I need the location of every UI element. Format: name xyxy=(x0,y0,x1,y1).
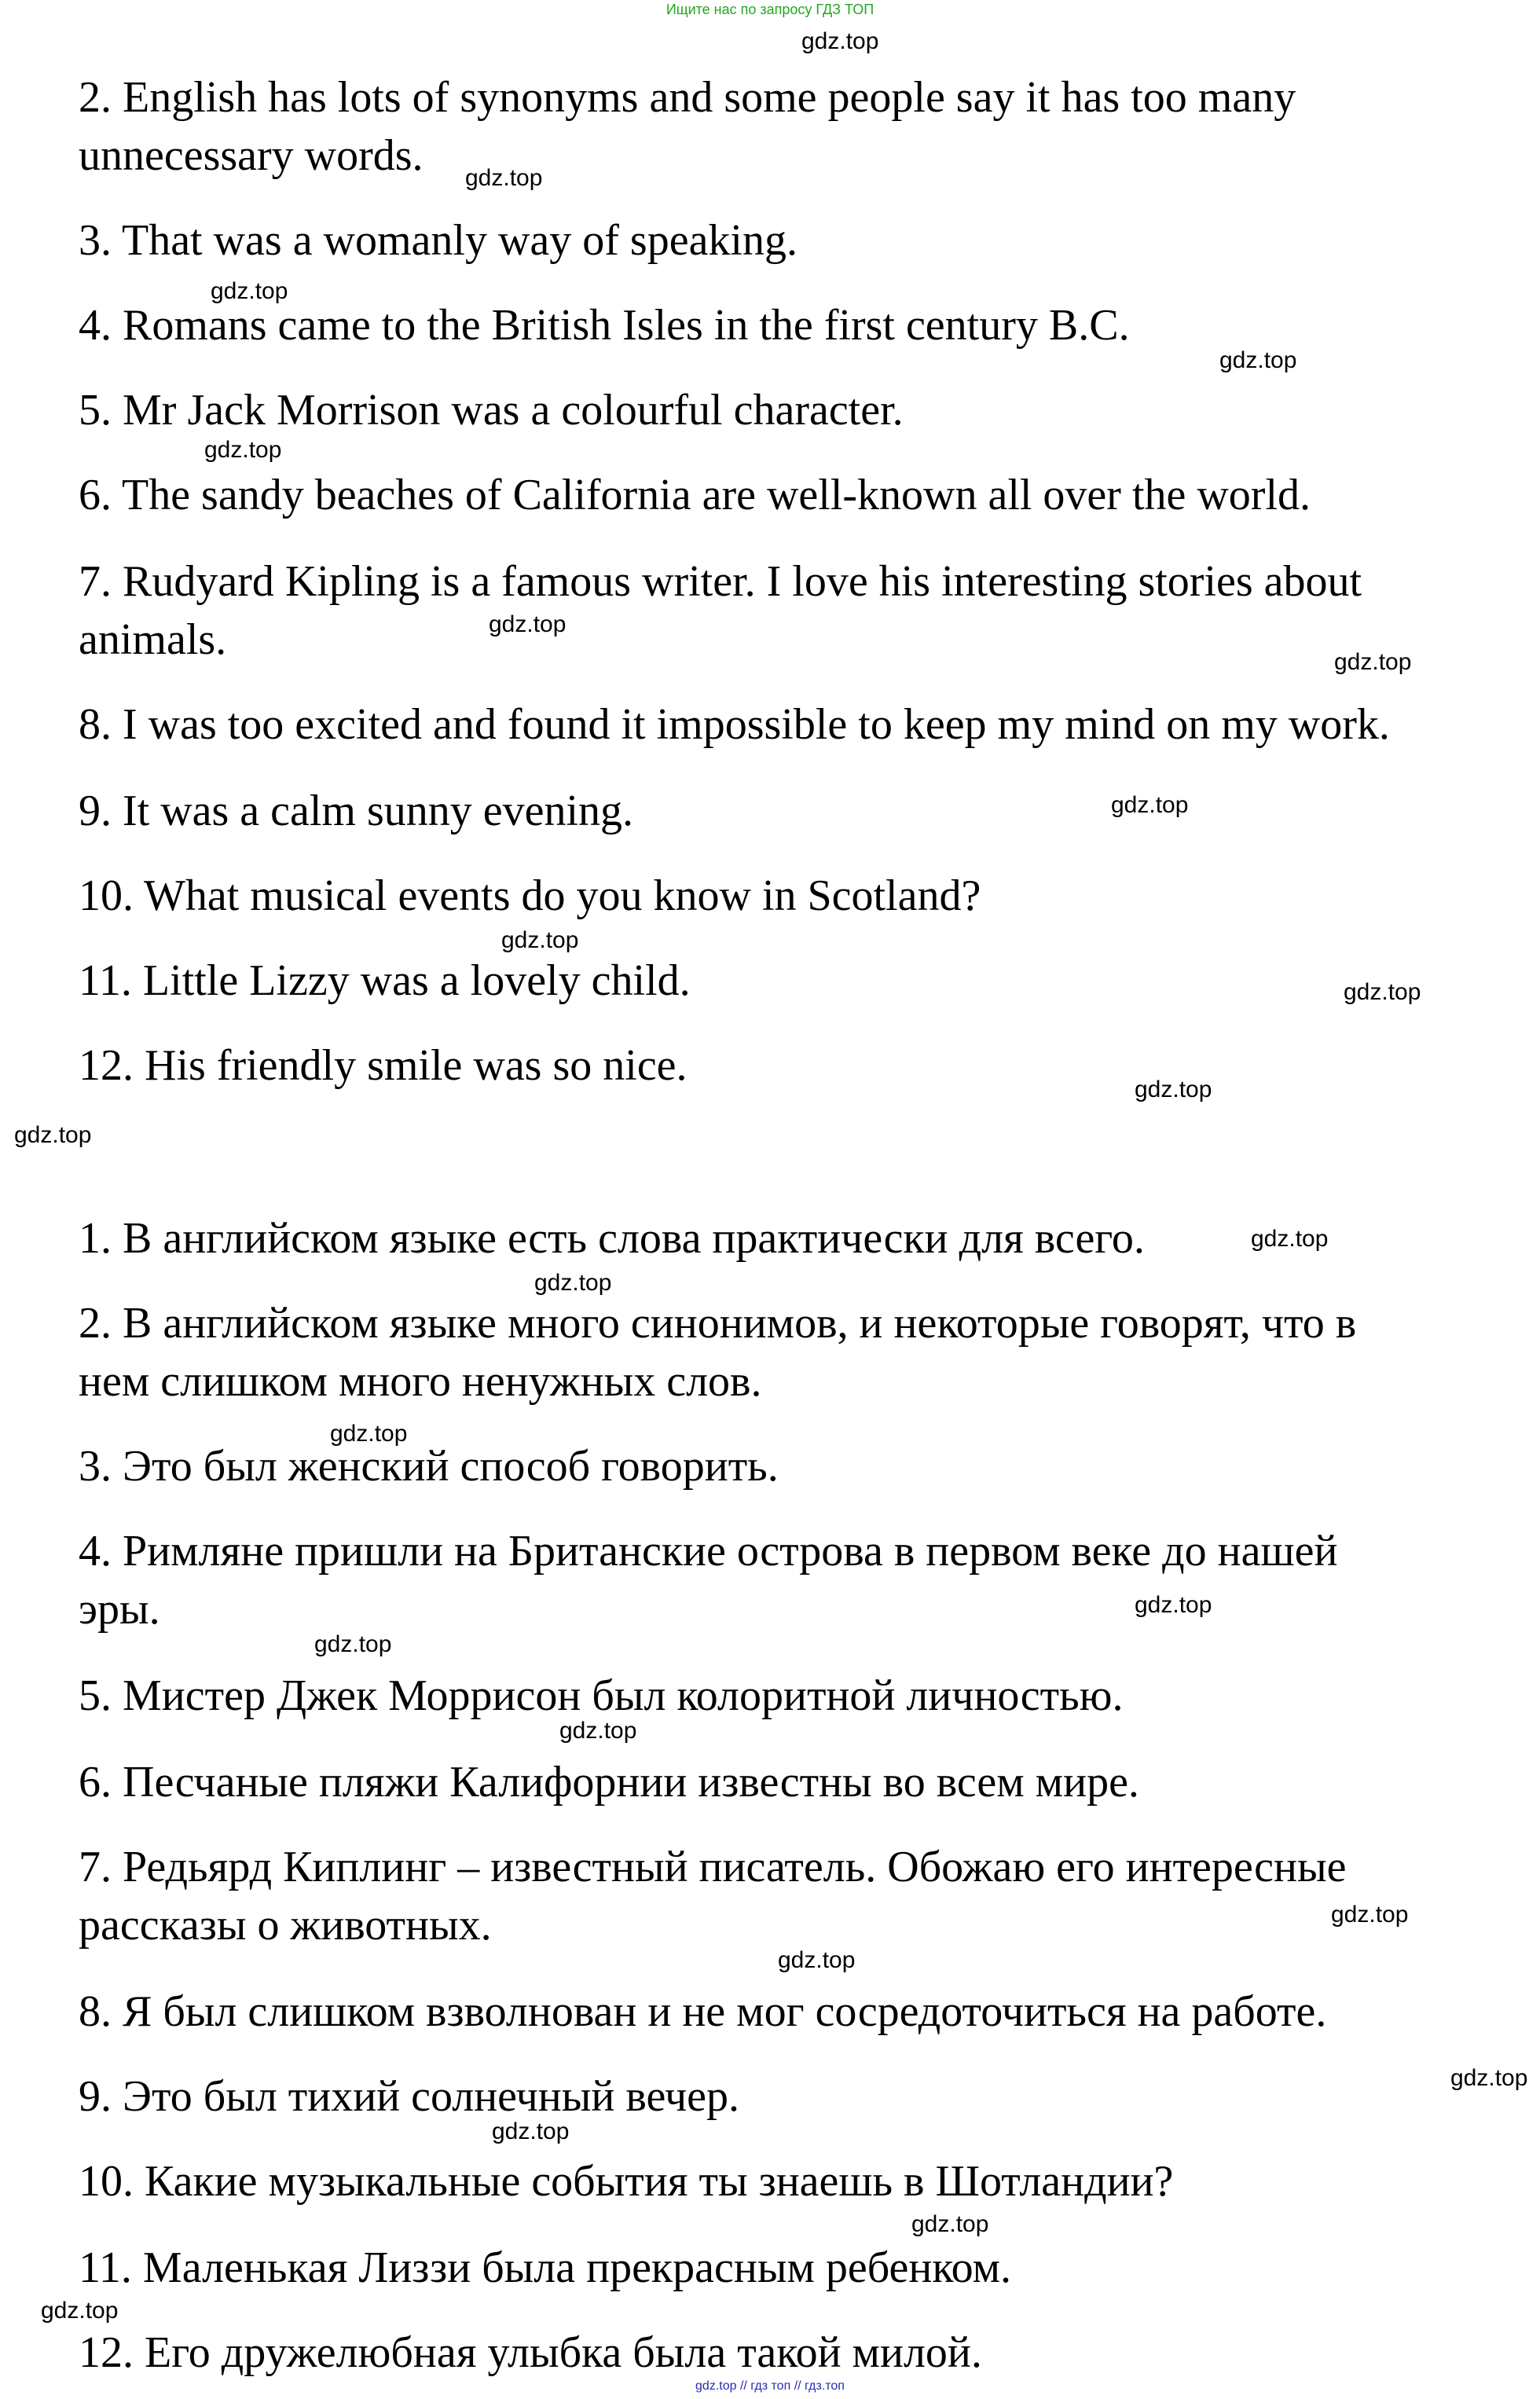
russian-sentence-12: 12. Его дружелюбная улыбка была такой милой. xyxy=(79,2328,982,2377)
english-sentence-8: 8. I was too excited and found it impossible to keep my mind on my work. xyxy=(79,700,1390,749)
watermark: gdz.top xyxy=(501,927,579,953)
watermark: gdz.top xyxy=(1344,979,1421,1005)
watermark: gdz.top xyxy=(1135,1592,1212,1618)
watermark: gdz.top xyxy=(1334,649,1412,675)
watermark: gdz.top xyxy=(559,1718,637,1744)
russian-sentence-10: 10. Какие музыкальные события ты знаешь в Шотландии? xyxy=(79,2157,1174,2206)
watermark: gdz.top xyxy=(801,28,879,54)
watermark: gdz.top xyxy=(778,1947,856,1973)
watermark: gdz.top xyxy=(14,1122,92,1148)
watermark: gdz.top xyxy=(211,278,288,304)
russian-sentence-2-line-2: нем слишком много ненужных слов. xyxy=(79,1357,762,1406)
russian-sentence-11: 11. Маленькая Лиззи была прекрасным ребенком. xyxy=(79,2243,1012,2292)
english-sentence-7-line-2: animals. xyxy=(79,615,227,664)
watermark: gdz.top xyxy=(1111,792,1189,818)
watermark: gdz.top xyxy=(314,1631,392,1657)
english-sentence-12: 12. His friendly smile was so nice. xyxy=(79,1041,688,1090)
english-sentence-11: 11. Little Lizzy was a lovely child. xyxy=(79,956,691,1005)
watermark: gdz.top xyxy=(465,165,543,191)
english-sentence-2-line-2: unnecessary words. xyxy=(79,131,424,180)
watermark: gdz.top xyxy=(492,2118,570,2144)
english-sentence-4: 4. Romans came to the British Isles in the first century B.C. xyxy=(79,301,1130,350)
russian-sentence-1: 1. В английском языке есть слова практически для всего. xyxy=(79,1214,1145,1263)
russian-sentence-9: 9. Это был тихий солнечный вечер. xyxy=(79,2072,739,2121)
english-sentence-3: 3. That was a womanly way of speaking. xyxy=(79,216,798,265)
watermark: gdz.top xyxy=(330,1421,408,1447)
watermark: gdz.top xyxy=(489,611,566,637)
russian-sentence-3: 3. Это был женский способ говорить. xyxy=(79,1442,779,1491)
russian-sentence-4-line-1: 4. Римляне пришли на Британские острова в первом веке до нашей xyxy=(79,1527,1338,1575)
russian-sentence-7-line-2: рассказы о животных. xyxy=(79,1901,492,1950)
russian-sentence-6: 6. Песчаные пляжи Калифорнии известны во всем мире. xyxy=(79,1758,1139,1807)
watermark: gdz.top xyxy=(41,2298,119,2324)
english-sentence-10: 10. What musical events do you know in Scotland? xyxy=(79,871,981,920)
watermark: gdz.top xyxy=(1331,1902,1409,1928)
watermark: gdz.top xyxy=(204,437,282,463)
english-sentence-9: 9. It was a calm sunny evening. xyxy=(79,787,634,835)
russian-sentence-5: 5. Мистер Джек Моррисон был колоритной личностью. xyxy=(79,1671,1124,1720)
watermark: gdz.top xyxy=(1251,1226,1329,1252)
watermark: gdz.top xyxy=(1135,1077,1212,1102)
watermark: gdz.top xyxy=(1219,347,1297,373)
watermark: gdz.top xyxy=(534,1270,612,1296)
russian-sentence-2-line-1: 2. В английском языке много синонимов, и некоторые говорят, что в xyxy=(79,1299,1357,1348)
russian-sentence-7-line-1: 7. Редьярд Киплинг – известный писатель. Обожаю его интересные xyxy=(79,1843,1347,1891)
russian-sentence-8: 8. Я был слишком взволнован и не мог сосредоточиться на работе. xyxy=(79,1987,1327,2036)
top-banner: Ищите нас по запросу ГДЗ ТОП xyxy=(666,2,874,17)
english-sentence-6: 6. The sandy beaches of California are well-known all over the world. xyxy=(79,471,1311,519)
english-sentence-2-line-1: 2. English has lots of synonyms and some people say it has too many xyxy=(79,73,1296,122)
english-sentence-7-line-1: 7. Rudyard Kipling is a famous writer. I love his interesting stories about xyxy=(79,557,1362,606)
russian-sentence-4-line-2: эры. xyxy=(79,1585,160,1634)
watermark: gdz.top xyxy=(911,2211,989,2237)
english-sentence-5: 5. Mr Jack Morrison was a colourful character. xyxy=(79,386,904,435)
footer-links: gdz.top // гдз топ // гдз.топ xyxy=(695,2379,845,2393)
watermark: gdz.top xyxy=(1450,2065,1528,2091)
